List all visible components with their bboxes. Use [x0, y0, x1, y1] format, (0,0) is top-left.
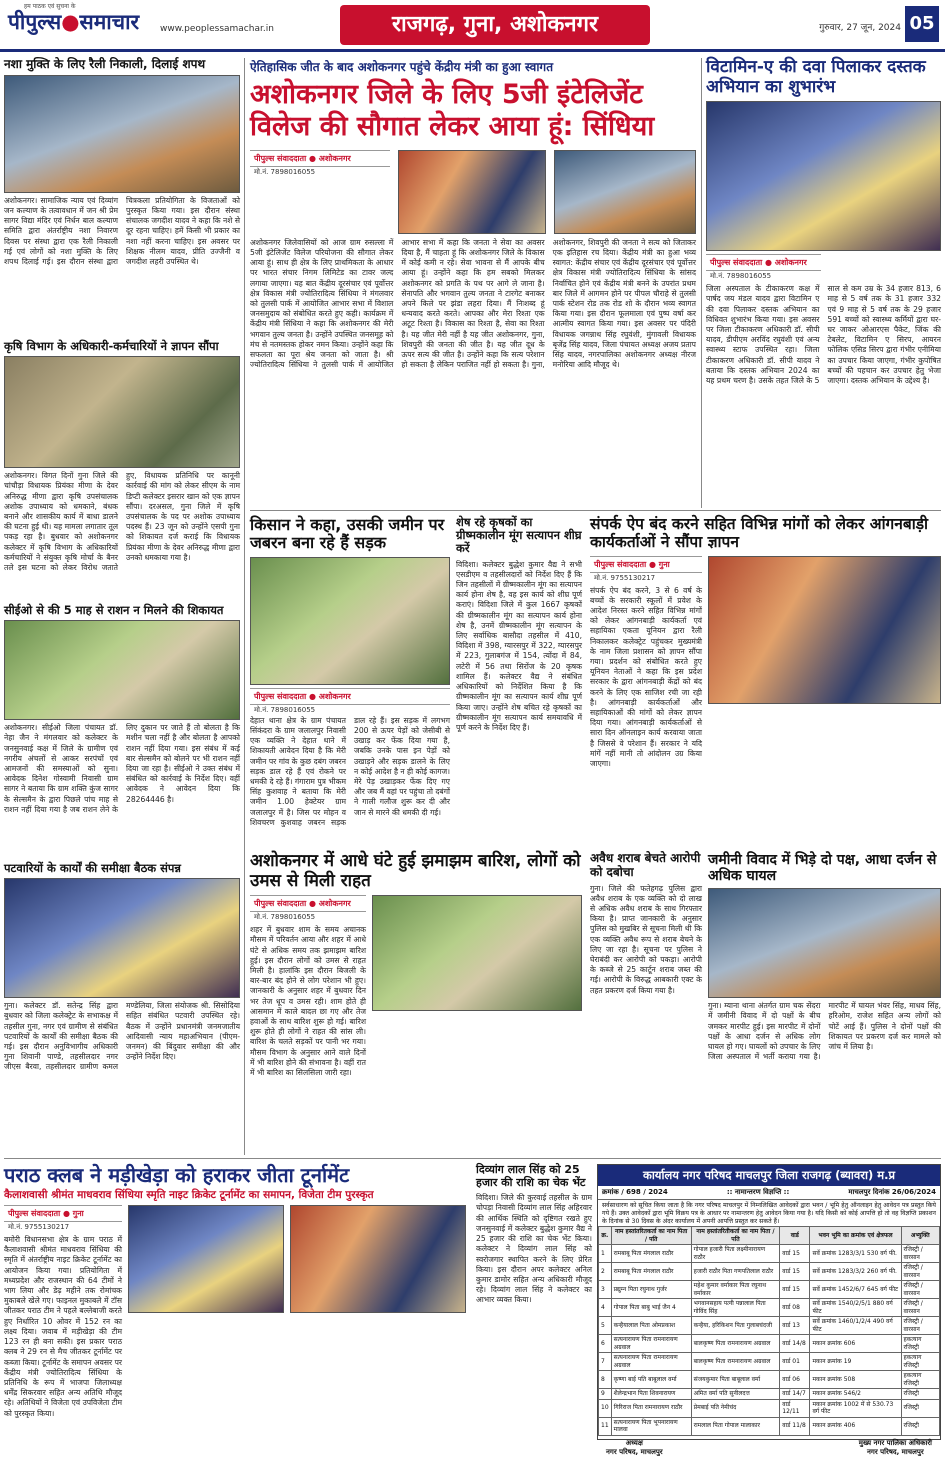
- table-cell: गिरिराज पिता रामनारायण राठौर: [611, 1399, 691, 1417]
- reporter-mobile: मो.नं. 7898016055: [710, 272, 772, 281]
- table-cell: हकत्याग रजिस्ट्री: [901, 1371, 940, 1389]
- headline: कृषि विभाग के अधिकारी-कर्मचारियों ने ज्ञापन सौंपा: [4, 339, 219, 353]
- table-cell: संजयकुमार पिता बाबूलाल वर्मा: [691, 1371, 780, 1389]
- table-header-row: [599, 1227, 940, 1245]
- table-cell: 8: [599, 1371, 612, 1389]
- table-cell: मकान क्रमांक 606: [810, 1335, 901, 1353]
- article-photo: [706, 101, 941, 251]
- table-row: [599, 1417, 940, 1435]
- notice-number: क्रमांक / 698 / 2024: [602, 1188, 668, 1196]
- signature-title: मुख्य नगर पालिका अधिकारी: [858, 1438, 932, 1447]
- column-rule: [244, 58, 245, 1155]
- table-row: [599, 1353, 940, 1371]
- article-photo: [4, 878, 240, 998]
- column-header: अभ्युक्ति: [901, 1227, 940, 1245]
- article-body: गुना। म्याना थाना अंतर्गत ग्राम चक सेंदरा में जमीनी विवाद में दो पक्षों के बीच जमकर मारपीट हुई। इस मारपीट में दोनों पक्षों के आधा दर्जन से अधिक लोग घायल हो गए। घायलों को उपचार के लिए जिला अस्पताल में भर्ती कराया गया है। मारपीट में घायल भंवर सिंह, माधव सिंह, हरिओम, राजेश सहित अन्य लोगों को चोटें आई हैं। पुलिस ने दोनों पक्षों की शिकायत पर प्रकरण दर्ज कर मामले को जांच में लिया है।: [708, 1001, 941, 1062]
- notice-subject: :: नामान्तरण विज्ञप्ति ::: [726, 1188, 790, 1196]
- article-cricket-tournament: [4, 1164, 470, 1440]
- article-anganwadi: [590, 516, 941, 846]
- notice-table-body: [599, 1245, 940, 1436]
- issue-date: गुरुवार, 27 जून, 2024: [819, 23, 901, 33]
- table-cell: सत्यनारायण पिता भूपनारायण मालवा: [611, 1417, 691, 1435]
- byline: पीपुल्स संवाददाता ● अशोकनगर: [250, 688, 450, 705]
- table-cell: वार्ड 14/8: [780, 1335, 810, 1353]
- table-cell: हकत्याग रजिस्ट्री: [901, 1335, 940, 1353]
- logo-word-1: पीपुल्स: [8, 9, 62, 34]
- headline: दिव्यांग लाल सिंह को 25 हजार की राशि का चेक भेंट: [476, 1163, 586, 1189]
- signature-org: नगर परिषद, माचलपुर: [867, 1447, 924, 1456]
- table-cell: रजिस्ट्री / वारसान: [901, 1263, 940, 1281]
- table-cell: गोपाल हजारी पिता लक्ष्मीनारायण राठौर: [691, 1245, 780, 1263]
- article-body: अशोकनगर जिलेवासियों को आज ग्राम रुसल्ला में 5जी इंटेलिजेंट विलेज परियोजना की सौगात लेकर आया हूं। साथ ही क्षेत्र के लिए प्राथमिकता के आधार पर भारत संचार निगम लिमिटेड का टावर जल्द लगाया जाएगा। यह बात केंद्रीय दूरसंचार एवं पूर्वोत्तर क्षेत्र विकास मंत्री ज्योतिरादित्य सिंधिया ने मंगलवार को तुलसी पार्क में आयोजित आभार सभा में विशाल जनसमुदाय को संबोधित करते हुए कही। कार्यक्रम में केंद्रीय मंत्री सिंधिया ने कहा कि अशोकनगर की मेरी भगवान तुल्य जनता है। उन्होंने उपस्थित जनसमूह को मंच से नतमस्तक होकर नमन किया। उन्होंने कहा कि सफलता का पूरा श्रेय जनता को जाता है। श्री ज्योतिरादित्य सिंधिया ने तुलसी पार्क में आयोजित आभार सभा में कहा कि जनता ने सेवा का अवसर दिया है, मैं चाहता हूं कि अशोकनगर जिले के विकास में कोई कमी न रहे। सेवा भावना से मैं आपके बीच आया हूं। उन्होंने कहा कि हम सबको मिलकर अशोकनगर को प्रगति के पथ पर आगे ले जाना है। सेनापति और भगवान तुल्य जनता ने टारगेट बनाकर अपने किले पर झंडा लहरा दिया। मैं निःशब्द हूं धन्यवाद करते करते। आपका और मेरा रिश्ता एक अटूट रिश्ता है। विकास का रिश्ता है, सेवा का रिश्ता है। यह जीत मेरी नहीं है यह जीत अशोकनगर, गुना, शिवपुरी की जनता की जीत है। यह जीत दूध के ऊपर सत्य की जीत है। उन्होंने कहा कि सत्य परेशान हो सकता है लेकिन पराजित नहीं हो सकता है। गुना, अशोकनगर, शिवपुरी की जनता ने सत्य को जिताकर एक इतिहास रच दिया। केंद्रीय मंत्री का हुआ भव्य स्वागत: केंद्रीय संचार एवं केंद्रीय दूरसंचार एवं पूर्वोत्तर क्षेत्र विकास मंत्री ज्योतिरादित्य सिंधिया के सांसद निर्वाचित होने एवं केंद्रीय मंत्री बनने के उपरांत प्रथम बार जिले में आगमन होने पर पीपल चौराहे से तुलसी पार्क स्टेशन रोड तक रोड शो के दौरान भव्य स्वागत किया गया। इस दौरान फूलमाला एवं पुष्प वर्षा कर आत्मीय स्वागत किया गया। इस अवसर पर पंदिरी विधायक जगन्नाथ सिंह रघुवंशी, मुंगावली विधायक बृजेंद्र सिंह यादव, जिला पंचायत अध्यक्ष अजय प्रताप सिंह यादव, नगरपालिका अशोकनगर अध्यक्ष नीरज मनोरिया आदि मौजूद थे।: [250, 237, 696, 370]
- table-cell: 3: [599, 1281, 612, 1299]
- table-cell: प्रद्युम्न पिता रघुनाथ गुर्जर: [611, 1281, 691, 1299]
- section-title: राजगढ़, गुना, अशोकनगर: [340, 5, 650, 45]
- table-cell: रजिस्ट्री / वारसान: [901, 1317, 940, 1335]
- website-link[interactable]: www.peoplessamachar.in: [160, 24, 274, 34]
- headline: अवैध शराब बेचते आरोपी को दबोचा: [590, 851, 701, 879]
- article-divyang-cheque: [476, 1164, 592, 1440]
- table-row: [599, 1399, 940, 1417]
- article-photo: [250, 557, 450, 685]
- logo-word-2: समाचार: [79, 9, 140, 34]
- table-cell: सर्वे क्रमांक 1283/3/2 260 वर्ग फी.: [810, 1263, 901, 1281]
- article-agri-memorandum: [4, 340, 240, 596]
- table-cell: 4: [599, 1299, 612, 1317]
- headline: सीईओ से की 5 माह से राशन न मिलने की शिकायत: [4, 603, 224, 617]
- article-photo: [4, 356, 240, 468]
- table-cell: कन्हैयालाल पिता ओमप्रकाश: [611, 1317, 691, 1335]
- table-cell: हजारी राठौर पिता गणपतिलाल राठौर: [691, 1263, 780, 1281]
- article-moong-verification: [456, 516, 582, 846]
- byline: पीपुल्स संवाददाता ● गुना: [4, 1205, 122, 1222]
- table-cell: वार्ड 13: [780, 1317, 810, 1335]
- article-body: बमोरी विधानसभा क्षेत्र के ग्राम पराठ में कैलाशवासी श्रीमंत माधवराव सिंधिया की स्मृति में अंतर्राष्ट्रीय नाइट क्रिकेट टूर्नामेंट का आयोजन किया गया। प्रतियोगिता में मध्यप्रदेश और राजस्थान की 64 टीमों ने भाग लिया और डेढ़ महीने तक रोमांचक मुकाबले खेले गए। फाइनल मुकाबले में टॉस जीतकर पराठ टीम ने पहले बल्लेबाजी करते हुए निर्धारित 10 ओवर में 152 रन का लक्ष्य दिया। जवाब में मड़ीखेड़ा की टीम 123 रन ही बना सकी। इस प्रकार पराठ क्लब ने 29 रन से मैच जीतकर टूर्नामेंट पर कब्जा किया। टूर्नामेंट के समापन अवसर पर केंद्रीय मंत्री ज्योतिरादित्य सिंधिया के प्रतिनिधि के रूप में भाजपा जिलाध्यक्ष धर्मेंद्र सिकरवार सहित अन्य अतिथि मौजूद रहे। अतिथियों ने विजेता एवं उपविजेता टीम को पुरस्कृत किया।: [4, 1235, 122, 1418]
- headline: शेष रहे कृषकों का ग्रीष्मकालीन मूंग सत्यापन शीघ्र करें: [456, 515, 582, 556]
- article-vitamin-campaign: [706, 58, 941, 506]
- notice-title: कार्यालय नगर परिषद माचलपुर जिला राजगढ़ (ब्यावरा) म.प्र: [598, 1165, 940, 1186]
- table-cell: बालकृष्ण पिता रामनारायण अग्रवाल: [691, 1335, 780, 1353]
- table-cell: कृष्णा बाई पति बाबूलाल वर्मा: [611, 1371, 691, 1389]
- signature-title: अध्यक्ष: [625, 1438, 643, 1447]
- headline: नशा मुक्ति के लिए रैली निकाली, दिलाई शपथ: [4, 57, 206, 71]
- article-kisan-road: [250, 516, 450, 846]
- article-liquor-arrest: [590, 852, 702, 1154]
- table-row: [599, 1389, 940, 1400]
- table-cell: हकत्याग रजिस्ट्री: [901, 1353, 940, 1371]
- article-body: विदिशा। जिले की कुरवाई तहसील के ग्राम चोपड़ा निवासी दिव्यांग लाल सिंह अहिरवार की आर्थिक स्थिति को दृष्टिगत रखते हुए जनसुनवाई में कलेक्टर बुद्धेश कुमार वैद्य ने 25 हजार की राशि का चेक भेंट किया। कलेक्टर ने दिव्यांग लाल सिंह को स्वरोजगार स्थापित करने के लिए प्रेरित किया। इस दौरान अपर कलेक्टर अनिल कुमार डामोर सहित अन्य अधिकारी मौजूद रहे। दिव्यांग लाल सिंह ने कलेक्टर का आभार व्यक्त किया।: [476, 1193, 592, 1305]
- headline: अशोकनगर में आधे घंटे हुई झमाझम बारिश, लोगों को उमस से मिली राहत: [250, 851, 581, 891]
- reporter-mobile: मो.नं. 7898016055: [254, 705, 316, 714]
- headline: विटामिन-ए की दवा पिलाकर दस्तक अभियान का शुभारंभ: [706, 57, 926, 97]
- table-cell: रामबाबू पिता मंगलाल राठौर: [611, 1263, 691, 1281]
- article-body: विदिशा। कलेक्टर बुद्धेश कुमार वैद्य ने सभी एसडीएम व तहसीलदारों को निर्देश दिए हैं कि जिन तहसीलों में ग्रीष्मकालीन मूंग का सत्यापन कार्य होना शेष है, वह इस कार्य को शीघ्र पूर्ण कराएं। विदिशा जिले में कुल 1667 कृषकों की ग्रीष्मकालीन मूंग का सत्यापन कार्य होना शेष है, उनमें ग्रीष्मकालीन मूंग सत्यापन के लिए सर्वाधिक बासौदा तहसील में 410, विदिशा में 398, ग्यारसपुर में 322, ग्यारसपुर में 223, गुलाबगंज में 154, त्योंदा में 84, लटेरी में 56 तथा सिरोंज के 20 कृषक शामिल हैं। कलेक्टर वैद्य ने संबंधित अधिकारियों को निर्देशित किया है कि ग्रीष्मकालीन मूंग का सत्यापन कार्य शीघ्र पूर्ण किया जाए। उन्होंने शेष बचित रहे कृषकों का ग्रीष्मकालीन मूंग सत्यापन कार्य समयावधि में पूर्ण करने के निर्देश दिए हैं।: [456, 559, 582, 732]
- column-header: भवन भूमि का क्रमांक एवं क्षेत्रफल: [810, 1227, 901, 1245]
- table-cell: सर्वे क्रमांक 1460/1/2/4 490 वर्ग फीट: [810, 1317, 901, 1335]
- section-rule: [4, 1158, 941, 1159]
- reporter-mobile: मो.नं. 7898016055: [254, 167, 316, 176]
- table-cell: सर्वे क्रमांक 1452/6/7 645 वर्ग फीट: [810, 1281, 901, 1299]
- article-body: अशोकनगर। सीईओ जिला पंचायत डॉ. नेहा जैन ने मंगलवार को कलेक्टर के जनसुनवाई कक्ष में जिले के ग्रामीण एवं नगरीय अंचलों से आकर सरपंचों एवं आमजनों की समस्याओं को सुना। आवेदक दिनेश गोस्वामी निवासी ग्राम सागर ने बताया कि ग्राम शक्ति कुंज सागर के सेल्समैन के द्वारा पिछले पांच माह से राशन नहीं दिया गया है जब राशन लेने के लिए दुकान पर जाते हैं तो बोलता है कि मशीन चला नहीं है और बोलता है आपको राशन नहीं दिया गया। इस संबंध में कई बार सेल्समैन को बोलने पर भी राशन नहीं दिया जा रहा है। सीईओ ने उक्त संबंध में संबंधित को कार्रवाई के निर्देश दिए। वहीं आवेदक ने आवेदन दिया कि 28264446 है।: [4, 723, 240, 814]
- table-cell: 1: [599, 1245, 612, 1263]
- table-cell: 7: [599, 1353, 612, 1371]
- table-row: [599, 1299, 940, 1317]
- table-cell: 2: [599, 1263, 612, 1281]
- table-cell: सत्यनारायण पिता रामनारायण अग्रवाल: [611, 1353, 691, 1371]
- article-patwari-review: [4, 862, 240, 1154]
- headline: जमीनी विवाद में भिड़े दो पक्ष, आधा दर्जन से अधिक घायल: [708, 852, 937, 885]
- article-body: अशोकनगर। विगत दिनों गुना जिले की चांचौड़ा विधायक प्रियंका मीणा के देवर अनिरुद्ध मीणा द्वारा कृषि उपसंचालक अशोक उपाध्याय को धमकाने, बंधक बनाने और शासकीय कार्य में बाधा डालने की घटना हुई थी। यह मामला लगातार तूल पकड़ रहा है। बुधवार को अशोकनगर कलेक्टर में कृषि विभाग के अधिकारियों कर्मचारियों ने संयुक्त कृषि मोर्चा के बैनर तले इस घटना को लेकर विरोध जताते हुए, विधायक प्रतिनिधि पर कानूनी कार्रवाई की मांग को लेकर सीएम के नाम डिप्टी कलेक्टर इसरार खान को एक ज्ञापन सौंपा। दरअसल, गुना जिले में कृषि उपसंचालक के पद पर अशोक उपाध्याय पदस्थ हैं। 23 जून को उन्होंने एसपी गुना को शिकायत दर्ज कराई कि विधायक प्रियंका मीणा के देवर अनिरुद्ध मीणा द्वारा उनको धमकाया गया है।: [4, 471, 240, 573]
- table-cell: सर्वे क्रमांक 1283/3/1 530 वर्ग फी.: [810, 1245, 901, 1263]
- article-photo: [4, 620, 240, 720]
- headline: पटवारियों के कार्यों की समीक्षा बैठक संपन्न: [4, 861, 181, 875]
- article-body: जिला अस्पताल के टीकाकरण कक्ष में पार्षद जय मंडल यादव द्वारा विटामिन ए की दवा पिलाकर दस्तक अभियान का विधिवत शुभारंभ किया गया। इस अवसर पर जिला टीकाकरण अधिकारी डॉ. सीपी यादव, डीपीएम अरविंद रघुवंशी एवं अन्य स्वास्थ्य स्टाफ उपस्थित रहा। जिला टीकाकरण अधिकारी डॉ. सीपी यादव ने बताया कि दस्तक अभियान 2024 का यह प्रथम चरण है। उसके तहत जिले के 5 साल से कम उम्र के 34 हजार 813, 6 माह से 5 वर्ष तक के 31 हजार 332 एवं 9 माह से 5 वर्ष तक के 29 हजार 591 बच्चों को स्वास्थ्य कर्मियों द्वारा घर-घर जाकर ओआरएस पैकेट, जिंक की टेबलेट, विटामिन ए सिरप, आयरन फोलिक एसिड सिरप द्वारा गंभीर एनीमिया का उपचार किया जाएगा, गंभीर कुपोषित बच्चों की पहचान कर उपचार हेतु भेजा जाएगा। दस्तक अभियान के उद्देश्य है।: [706, 284, 941, 385]
- table-cell: वार्ड 08: [780, 1299, 810, 1317]
- table-cell: वार्ड 12/11: [780, 1399, 810, 1417]
- table-cell: रजिस्ट्री: [901, 1417, 940, 1435]
- headline: संपर्क ऐप बंद करने सहित विभिन्न मांगों को लेकर आंगनबाड़ी कार्यकर्ताओं ने सौंपा ज्ञापन: [590, 515, 929, 551]
- table-cell: मकान क्रमांक 1002 में से 530.73 वर्ग फीट: [810, 1399, 901, 1417]
- table-cell: गोपाल पिता बाबु भाई जैन 4: [611, 1299, 691, 1317]
- notice-table: [598, 1226, 940, 1436]
- logo-dot-icon: ●: [61, 9, 80, 34]
- headline: पराठ क्लब ने मड़ीखेड़ा को हराकर जीता टूर्नामेंट: [4, 1163, 350, 1187]
- byline: पीपुल्स संवाददाता ● अशोकनगर: [250, 150, 390, 167]
- article-body: संपर्क ऐप बंद करने, 3 से 6 वर्ष के बच्चों के सरकारी स्कूलों में प्रवेश के आदेश निरस्त करने सहित विभिन्न मांगों को लेकर आंगनबाड़ी कार्यकर्ता एवं सहायिका एकता यूनियन द्वारा रैली निकालकर कलेक्ट्रेट पहुंचकर मुख्यमंत्री के नाम जिला प्रशासन को ज्ञापन सौंपा गया। प्रदर्शन को संबोधित करते हुए यूनियन नेताओं ने कहा कि इस प्रदेश सरकार के द्वारा आंगनबाड़ी केंद्रों को बंद करने के लिए एक साजिश रची जा रही है। आंगनबाड़ी कार्यकर्ताओं और सहायिकाओं की मांगों को लेकर ज्ञापन दिया गया। आंगनबाड़ी कार्यकर्ताओं से सारा दिन ऑनलाइन कार्य करवाया जाता है जिससे वे परेशान हैं। सरकार ने यदि मांगें नहीं मानी तो आंदोलन उग्र किया जाएगा।: [590, 585, 702, 769]
- table-cell: 6: [599, 1335, 612, 1353]
- article-photo: [554, 150, 696, 234]
- table-cell: मकान क्रमांक 19: [810, 1353, 901, 1371]
- headline: किसान ने कहा, उसकी जमीन पर जबरन बना रहे हैं सड़क: [250, 515, 445, 553]
- table-cell: 10: [599, 1399, 612, 1417]
- table-cell: कन्हैया, हरिकिशन पिता गुलाबचंदजी: [691, 1317, 780, 1335]
- article-land-dispute: [708, 852, 941, 1154]
- article-photo: [290, 1205, 466, 1313]
- table-cell: अमित वर्मा पति सुनीलदत्त: [691, 1389, 780, 1400]
- article-photo: [708, 888, 941, 998]
- signature-cmo: [859, 1439, 932, 1457]
- table-cell: वार्ड 06: [780, 1371, 810, 1389]
- table-cell: रामलाल पिता गोपाल मालाकार: [691, 1417, 780, 1435]
- table-cell: शैलेन्द्रभान पिता शिवनारायण: [611, 1389, 691, 1400]
- article-photo: [372, 895, 582, 1011]
- table-cell: वार्ड 15: [780, 1281, 810, 1299]
- table-cell: सत्यनारायण पिता रामनारायण अग्रवाल: [611, 1335, 691, 1353]
- signature-org: नगर परिषद, माचलपुर: [606, 1447, 663, 1456]
- table-cell: रजिस्ट्री / वारसान: [901, 1281, 940, 1299]
- headline: अशोकनगर जिले के लिए 5जी इंटेलिजेंट विलेज की सौगात लेकर आया हूं: सिंधिया: [250, 79, 655, 143]
- table-row: [599, 1245, 940, 1263]
- page-number: 05: [905, 6, 939, 42]
- byline: पीपुल्स संवाददाता ● अशोकनगर: [706, 254, 821, 271]
- table-cell: 9: [599, 1389, 612, 1400]
- table-row: [599, 1371, 940, 1389]
- reporter-mobile: मो.नं. 9755130217: [594, 573, 656, 582]
- column-header: वार्ड: [780, 1227, 810, 1245]
- notice-date: माचलपुर दिनांक 26/06/2024: [848, 1188, 936, 1196]
- article-photo: [4, 75, 240, 193]
- table-row: [599, 1335, 940, 1353]
- table-cell: 11: [599, 1417, 612, 1435]
- logo-tagline: हम पाठक एवं सुचना के: [24, 3, 76, 10]
- article-body: देहात थाना क्षेत्र के ग्राम पंचायत सिंकंदरा के ग्राम जलालपुर निवासी एक व्यक्ति ने देहात थाने में शिकायती आवेदन दिया है कि मेरी जमीन पर गांव के कुछ दबंग जबरन सड़क डाल रहे हैं एवं रोकने पर धमकी दे रहे हैं। गंगाराम पुत्र भीकम सिंह कुशवाह ने बताया कि मेरी जमीन 1.00 हेक्टेयर ग्राम जलालपुर में है। जिस पर मोहन व शिवचरण कुशवाह जबरन सड़क डाल रहे हैं। इस सड़क में लगभग 200 से ऊपर पेड़ों को जेसीबी से उखाड़ कर फेंक दिया गया है, जबकि उनके पास इन पेड़ों को उखाड़ने और सड़क डालने के लिए न कोई आदेश है न ही कोई कागज। मेरे पेड़ उखाड़कर फेंक दिए गए और जब मैं वहां पर पहुंचा तो दबंगों ने गाली गलौज शुरू कर दी और जान से मारने की धमकी दी गई।: [250, 715, 450, 827]
- table-row: [599, 1317, 940, 1335]
- table-row: [599, 1281, 940, 1299]
- table-cell: रजिस्ट्री: [901, 1389, 940, 1400]
- article-body: गुना। कलेक्टर डॉ. सतेन्द्र सिंह द्वारा बुधवार को जिला कलेक्ट्रेट के सभाकक्ष में तहसील गुना, नगर एवं ग्रामीण से संबंधित पटवारियों के कार्यों की समीक्षा बैठक की गई। इस दौरान अनुविभागीय अधिकारी गुना शिवानी पाण्डे, तहसीलदार नगर जीएस बैरवा, तहसीलदार ग्रामीण कमल मण्डेलिया, जिला संयोजक श्री. सिसोदिया सहित संबंधित पटवारी उपस्थित रहे। बैठक में उन्होंने प्रधानमंत्री जनमजातीय आदिवासी न्याय महाअभियान (पीएम-जनमन) की बिंदुवार समीक्षा की और उन्होंने निर्देश दिए।: [4, 1001, 240, 1072]
- article-rain: [250, 852, 582, 1154]
- table-cell: वार्ड 15: [780, 1245, 810, 1263]
- article-ration-complaint: [4, 604, 240, 854]
- table-cell: सर्वे क्रमांक 1540/2/5/1 880 वर्ग फीट: [810, 1299, 901, 1317]
- column-header: क्र.: [599, 1227, 612, 1245]
- column-header: नाम हस्तांतरितीकर्ता का नाम पिता / पति: [691, 1227, 780, 1245]
- column-header: नाम हस्तांतरितकर्ता का नाम पिता / पति: [611, 1227, 691, 1245]
- table-cell: महेश कुमार वर्माकार पिता रघुनाथ वर्माकार: [691, 1281, 780, 1299]
- notice-signatures: [598, 1436, 940, 1460]
- article-body: अशोकनगर। सामाजिक न्याय एवं दिव्यांग जन कल्याण के तत्वावधान में जन श्री प्रेम सागर विद्या मंदिर एवं निर्धन बाल कल्याण समिति द्वारा अंतर्राष्ट्रीय नशा निवारण दिवस पर संस्था द्वारा एक रैली निकाली गई एवं लोगों को नशा मुक्ति के लिए शपथ दिलाई गई। इस दौरान संस्था द्वारा चित्रकला प्रतियोगिता के विजताओं को पुरस्कृत किया गया। इस दौरान संस्था संचालक जगदीश यादव ने कहा कि नशे से दूर रहना चाहिए। हमें किसी भी प्रकार का नशा नहीं करना चाहिए। इस अवसर पर शिक्षक नीलम यादव, प्रीति उज्जैनी व जगदीश लहरी उपस्थित थे।: [4, 195, 240, 267]
- table-cell: वार्ड 14/7: [780, 1389, 810, 1400]
- table-cell: भगवानसहाय पत्नी पन्नालाल पिता गोविंद सिंह: [691, 1299, 780, 1317]
- table-cell: बालकृष्ण पिता रामनारायण अग्रवाल: [691, 1353, 780, 1371]
- table-cell: रजिस्ट्री / वारसान: [901, 1299, 940, 1317]
- table-cell: वार्ड 15: [780, 1263, 810, 1281]
- article-photo: [708, 556, 941, 704]
- table-cell: रजिस्ट्री: [901, 1399, 940, 1417]
- byline: पीपुल्स संवाददाता ● गुना: [590, 556, 702, 573]
- table-cell: प्रेमबाई पति नेमीचंद: [691, 1399, 780, 1417]
- newspaper-logo[interactable]: [8, 8, 139, 36]
- article-body: गुना। जिले की फतेहगढ़ पुलिस द्वारा अवैध शराब के एक व्यक्ति को दो लाख से अधिक अवैध शराब के साथ गिरफ्तार किया है। प्राप्त जानकारी के अनुसार पुलिस को मुखबिर से सूचना मिली थी कि एक व्यक्ति अवैध रूप से शराब बेचने के लिए जा रहा है। सूचना पर पुलिस ने घेराबंदी कर आरोपी को पकड़ा। आरोपी के कब्जे से 25 कार्टून शराब जब्त की गई। आरोपी के विरुद्ध आबकारी एक्ट के तहत प्रकरण दर्ज किया गया है।: [590, 883, 702, 995]
- table-cell: मकान क्रमांक 508: [810, 1371, 901, 1389]
- table-row: [599, 1263, 940, 1281]
- table-cell: वार्ड 11/8: [780, 1417, 810, 1435]
- public-notice: [597, 1164, 941, 1456]
- article-lead-scindia: [250, 58, 696, 506]
- table-cell: 5: [599, 1317, 612, 1335]
- table-cell: रामबाबू पिता मंगलाल राठौर: [611, 1245, 691, 1263]
- section-rule: [250, 510, 941, 511]
- signature-chairman: [606, 1439, 663, 1457]
- table-cell: मकान क्रमांक 406: [810, 1417, 901, 1435]
- article-photo: [128, 1205, 284, 1313]
- article-body: शहर में बुधवार शाम के समय अचानक मौसम में परिवर्तन आया और शहर में आधे घंटे से अधिक समय तक झमाझम बारिश हुई। इस दौरान लोगों को उमस से राहत मिली है। हालांकि इस दौरान बिजली के बार-बार बंद होने से लोग परेशान भी हुए। जानकारी के अनुसार शहर में बुधवार दिन भर तेज धूप व उमस रही। शाम होते ही आसमान में काले बादल छा गए और तेज हवाओं के साथ बारिश शुरू हो गई। बारिश शुरू होते ही लोगों ने राहत की सांस ली। बारिश के चलते सड़कों पर पानी भर गया। मौसम विभाग के अनुसार आने वाले दिनों में भी बारिश होने की संभावना है। वहीं रात में भी बारिश का सिलसिला जारी रहा।: [250, 925, 366, 1077]
- kicker: ऐतिहासिक जीत के बाद अशोकनगर पहुंचे केंद्रीय मंत्री का हुआ स्वागत: [250, 60, 554, 74]
- table-cell: रजिस्ट्री / वारसान: [901, 1245, 940, 1263]
- article-rally: [4, 58, 240, 332]
- reporter-mobile: मो.नं. 9755130217: [8, 1223, 70, 1232]
- table-cell: वार्ड 01: [780, 1353, 810, 1371]
- column-rule: [701, 58, 702, 508]
- reporter-mobile: मो.नं. 7898016055: [254, 913, 316, 922]
- masthead: [0, 0, 945, 52]
- byline: पीपुल्स संवाददाता ● अशोकनगर: [250, 895, 366, 912]
- notice-meta: [598, 1186, 940, 1200]
- article-photo: [398, 150, 546, 234]
- subheadline: कैलाशवासी श्रीमंत माधवराव सिंधिया स्मृति नाइट क्रिकेट टूर्नामेंट का समापन, विजेता टीम पुरस्कृत: [4, 1189, 374, 1201]
- table-cell: मकान क्रमांक 546/2: [810, 1389, 901, 1400]
- notice-intro: सर्वसाधारण को सूचित किया जाता है कि नगर परिषद माचलपुर में निम्नलिखित आवेदकों द्वारा भवन / भूमि हेतु ऑनलाइन हेतु आवेदन पत्र प्रस्तुत किये गये हैं। उक्त आवेदकों द्वारा भूमि विक्रय पत्र के आधार पर नामान्तरण हेतु आवेदन किया गया है। यदि किसी को कोई आपत्ति हो तो वह विज्ञप्ति प्रकाशन के दिनांक से 30 दिवस के अंदर कार्यालय में अपनी आपत्ति प्रस्तुत कर सकते हैं।: [602, 1202, 936, 1225]
